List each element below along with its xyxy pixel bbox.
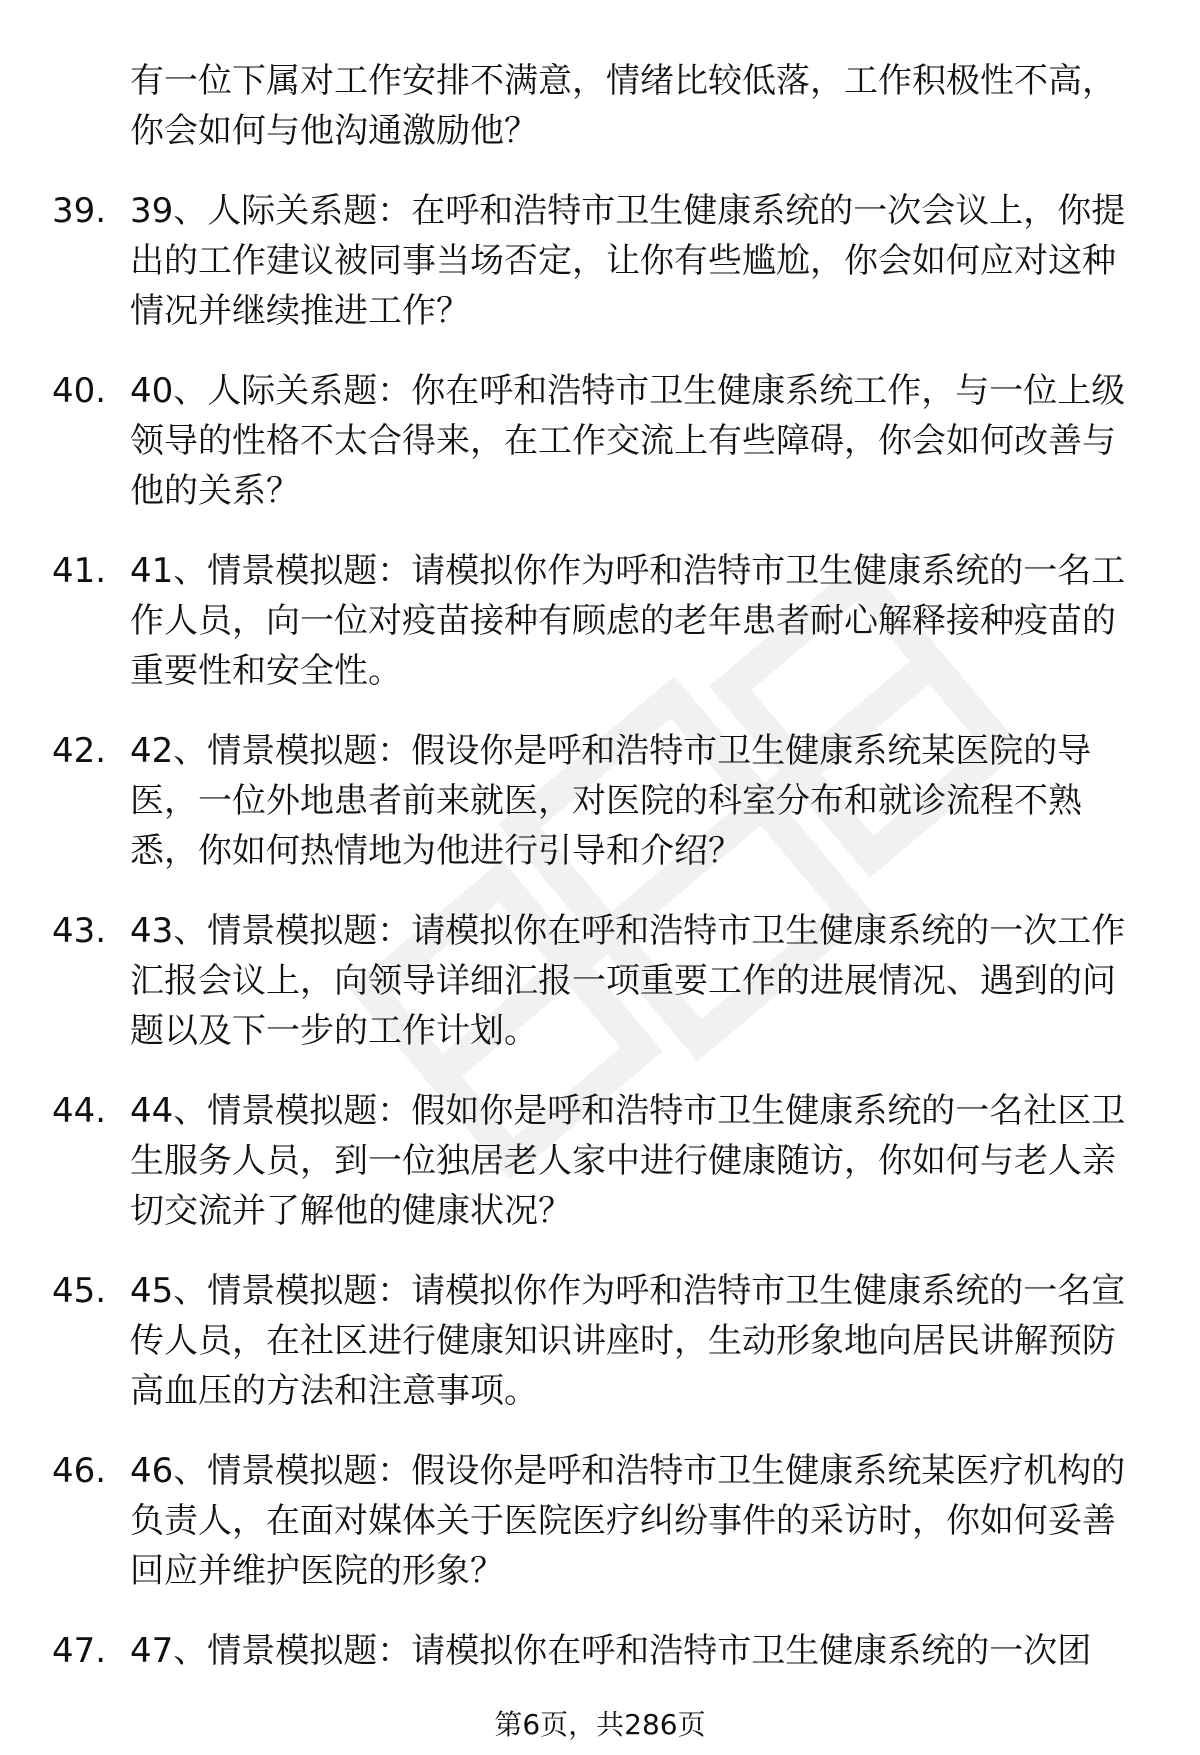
question-text: 40、人际关系题：你在呼和浩特市卫生健康系统工作，与一位上级领导的性格不太合得来，在工作交流上有些障碍，你会如何改善与他的关系？: [130, 371, 1126, 511]
question-number: 42.: [52, 731, 107, 771]
question-number: 43.: [52, 911, 107, 951]
question-number: 45.: [52, 1271, 107, 1311]
question-number: 39.: [52, 191, 107, 231]
question-text: 47、情景模拟题：请模拟你在呼和浩特市卫生健康系统的一次团: [130, 1631, 1092, 1671]
question-item: [0, 1266, 1200, 1416]
question-item: [0, 1626, 1200, 1676]
question-number: 40.: [52, 371, 107, 411]
question-item: [0, 1086, 1200, 1236]
question-text: 有一位下属对工作安排不满意，情绪比较低落，工作积极性不高，你会如何与他沟通激励他？: [130, 61, 1116, 151]
question-item: [0, 906, 1200, 1056]
question-number: 46.: [52, 1451, 107, 1491]
question-text: 39、人际关系题：在呼和浩特市卫生健康系统的一次会议上，你提出的工作建议被同事当场否定，让你有些尴尬，你会如何应对这种情况并继续推进工作？: [130, 191, 1126, 331]
question-number: 41.: [52, 551, 107, 591]
question-text: 46、情景模拟题：假设你是呼和浩特市卫生健康系统某医疗机构的负责人，在面对媒体关于医院医疗纠纷事件的采访时，你如何妥善回应并维护医院的形象？: [130, 1451, 1126, 1591]
question-text: 45、情景模拟题：请模拟你作为呼和浩特市卫生健康系统的一名宣传人员，在社区进行健康知识讲座时，生动形象地向居民讲解预防高血压的方法和注意事项。: [130, 1271, 1126, 1411]
question-item: [0, 366, 1200, 516]
question-text: 42、情景模拟题：假设你是呼和浩特市卫生健康系统某医院的导医，一位外地患者前来就医，对医院的科室分布和就诊流程不熟悉，你如何热情地为他进行引导和介绍？: [130, 731, 1092, 871]
question-text: 44、情景模拟题：假如你是呼和浩特市卫生健康系统的一名社区卫生服务人员，到一位独居老人家中进行健康随访，你如何与老人亲切交流并了解他的健康状况？: [130, 1091, 1126, 1231]
question-item: [0, 186, 1200, 336]
question-item: [0, 726, 1200, 876]
question-number: 47.: [52, 1631, 107, 1671]
question-text: 43、情景模拟题：请模拟你在呼和浩特市卫生健康系统的一次工作汇报会议上，向领导详细汇报一项重要工作的进展情况、遇到的问题以及下一步的工作计划。: [130, 911, 1126, 1051]
question-item: [0, 1446, 1200, 1596]
question-item: [0, 56, 1200, 156]
question-item: [0, 546, 1200, 696]
page-footer: 第6页，共286页: [494, 1708, 706, 1741]
question-number: 44.: [52, 1091, 107, 1131]
question-list: [0, 56, 1200, 1706]
question-text: 41、情景模拟题：请模拟你作为呼和浩特市卫生健康系统的一名工作人员，向一位对疫苗接种有顾虑的老年患者耐心解释接种疫苗的重要性和安全性。: [130, 551, 1126, 691]
